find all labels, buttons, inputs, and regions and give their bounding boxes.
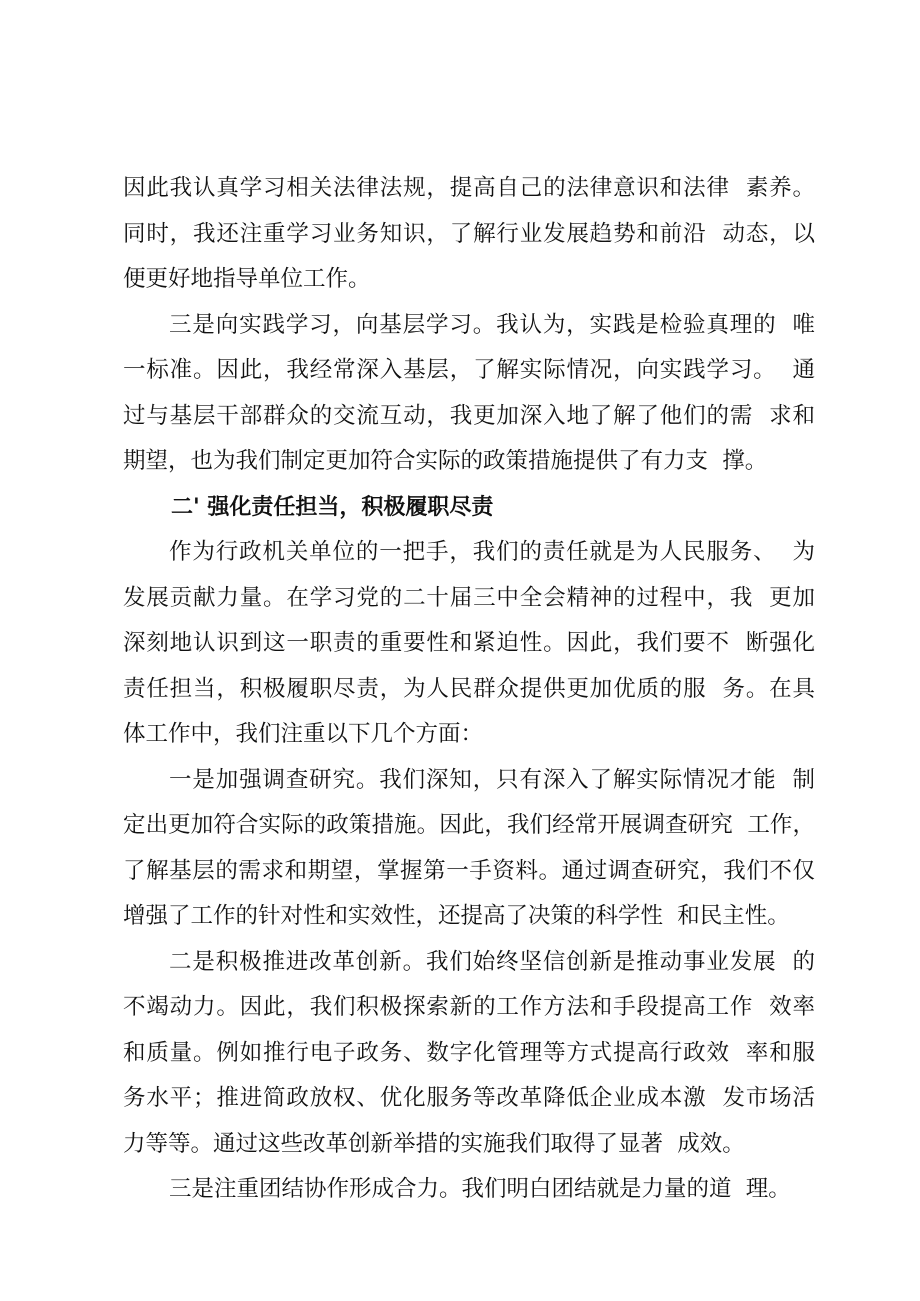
text-line: 一标准。因此，我经常深入基层，了解实际情况，向实践学习。 通 [123,357,815,383]
text-line: 体工作中，我们注重以下几个方面： [123,721,484,747]
text-line: 三是向实践学习，向基层学习。我认为，实践是检验真理的 唯 [169,311,815,338]
text-line: 深刻地认识到这一职责的重要性和紧迫性。因此，我们要不 断强化 [123,630,815,656]
paragraph-teamwork [123,1167,815,1213]
paragraph-legal-study [123,166,815,303]
paragraph-research [123,758,815,940]
paragraph-responsibility [123,530,815,758]
paragraph-reform [123,940,815,1168]
text-line: 了解基层的需求和期望，掌握第一手资料。通过调查研究，我们不仅 [123,857,815,884]
text-line: 定出更加符合实际的政策措施。因此，我们经常开展调查研究 工作， [123,812,815,838]
text-line: 因此我认真学习相关法律法规，提高自己的法律意识和法律 素养。 [123,175,815,201]
text-line: 作为行政机关单位的一把手，我们的责任就是为人民服务、 为 [169,539,815,565]
text-line: 发展贡献力量。在学习党的二十届三中全会精神的过程中，我 更加 [123,584,815,611]
text-line: 便更好地指导单位工作。 [123,266,371,292]
text-line: 增强了工作的针对性和实效性，还提高了决策的科学性 和民主性。 [123,903,790,929]
text-line: 同时，我还注重学习业务知识，了解行业发展趋势和前沿 动态，以 [123,220,815,247]
text-line: 不竭动力。因此，我们积极探索新的工作方法和手段提高工作 效率 [123,994,815,1020]
text-line: 二是积极推进改革创新。我们始终坚信创新是推动事业发展 的 [169,948,815,975]
text-line: 一是加强调查研究。我们深知，只有深入了解实际情况才能 制 [169,766,815,793]
text-line: 期望，也为我们制定更加符合实际的政策措施提供了有力支 撑。 [123,448,768,474]
text-line: 责任担当，积极履职尽责，为人民群众提供更加优质的服 务。在具 [123,675,815,702]
text-line: 过与基层干部群众的交流互动，我更加深入地了解了他们的需 求和 [123,402,815,429]
text-line: 和质量。例如推行电子政务、数字化管理等方式提高行政效 率和服 [123,1039,815,1066]
paragraph-practice-study [123,303,815,485]
text-line: 力等等。通过这些改革创新举措的实施我们取得了显著 成效。 [123,1130,745,1157]
text-line: 三是注重团结协作形成合力。我们明白团结就是力量的道 理。 [169,1176,791,1202]
document-body [123,166,815,1213]
text-line: 务水平；推进简政放权、优化服务等改革降低企业成本激 发市场活 [123,1085,815,1111]
section-heading: 二' 强化责任担当，积极履职尽责 [171,494,494,520]
